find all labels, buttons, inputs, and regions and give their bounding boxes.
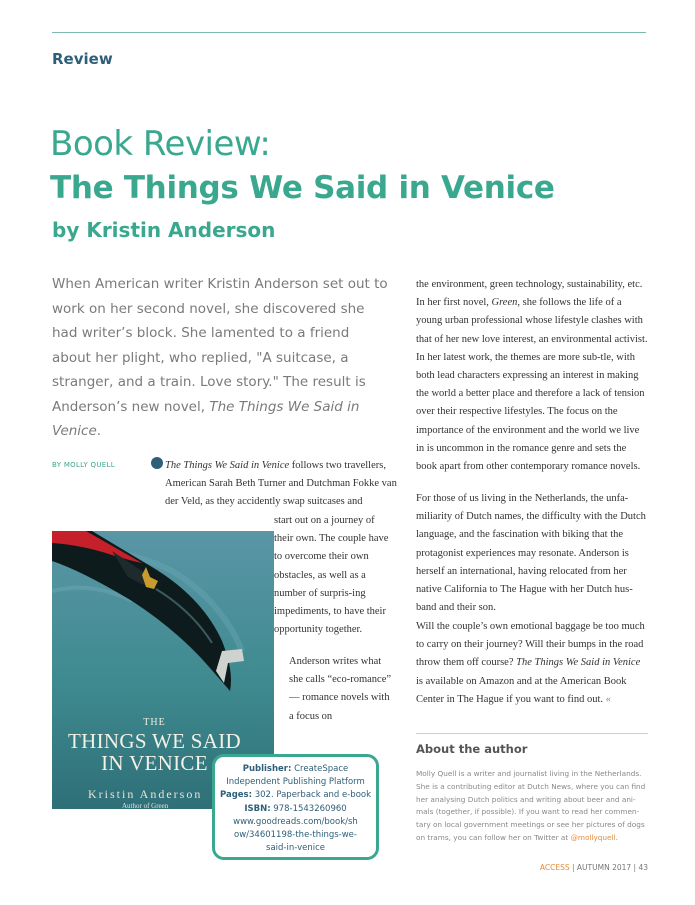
- cover-author: Kristin Anderson: [88, 787, 203, 801]
- goodreads-link[interactable]: www.goodreads.com/book/show/34601198-the-things-we-said-in-venice: [233, 816, 358, 854]
- body-paragraph-4: For those of us living in the Netherlands, the unfa-miliarity of Dutch names, the difficulty with the Dutch language, and the fascination with biking that the protagonist experiences may resonate. Anderson is herself an international, having relocated from her native California to The Hague with her Dutch hus-band and their son.: [416, 493, 646, 614]
- cover-title-prefix: THE: [143, 717, 166, 728]
- lede-paragraph: When American writer Kristin Anderson set out to work on her second novel, she discovered she had writer’s block. She lamented to a friend about her plight, who replied, "A suitcase, a stranger, and a train. Love story." The result is Anderson’s new novel, The Things We Said in Venice.: [52, 276, 388, 439]
- cover-title-line1: THINGS WE SAID: [68, 729, 241, 753]
- drop-bullet-icon: [151, 457, 163, 469]
- page-title-line1: Book Review:: [50, 124, 271, 164]
- page-footer: ACCESS | AUTUMN 2017 | 43: [539, 863, 648, 872]
- page-title-line2: The Things We Said in Venice: [50, 170, 555, 206]
- cover-subtitle: Author of Green: [122, 802, 169, 809]
- body-paragraph-5: Will the couple’s own emotional baggage be too much to carry on their journey? Will their bumps in the road throw them off course? The Things We Said in Venice is available on Amazon and at the American Book Center in The Hague if you want to find out. «: [416, 621, 645, 705]
- about-author-heading: About the author: [416, 742, 528, 756]
- end-mark: «: [605, 693, 611, 705]
- twitter-handle-link[interactable]: @mollyquell: [570, 832, 616, 842]
- body-paragraph-1-part-b: start out on a journey of their own. The couple have to overcome their own obstacles, as well as a number of surpris-ing impediments, to have their opportunity together.: [274, 515, 389, 636]
- lede-book-title: The Things We Said in Venice: [52, 398, 360, 439]
- cover-title-line2: IN VENICE: [101, 751, 208, 775]
- book-info-box: Publisher: CreateSpace Independent Publishing Platform Pages: 302. Paperback and e-book ISBN: 978-1543260960 www.goodreads.com/book/show/34601198-the-things-we-said-in-venice: [212, 754, 379, 860]
- body-paragraph-1-part-a: The Things We Said in Venice follows two travellers, American Sarah Beth Turner and Dutchman Fokke van der Veld, as they accidently swap suitcases and: [165, 457, 397, 512]
- body-paragraph-3: the environment, green technology, sustainability, etc. In her first novel, Green, she follows the life of a young urban professional whose lifestyle clashes with that of her new love interest, an environmental activist. In her latest work, the themes are more sub-tle, with both lead characters expressing an interest in making the world a better place and therefore a lack of tension over their respective lifestyles. The focus on the importance of the environment and the world we live in is uncommon in the romance genre and sets the book apart from other contemporary romance novels.: [416, 279, 648, 473]
- book-author-byline: by Kristin Anderson: [52, 218, 276, 242]
- about-author-text: Molly Quell is a writer and journalist living in the Netherlands. She is a contributing editor at Dutch News, where you can find her analysing Dutch politics and writing about beer and ani-mals (together, if possible). If you want to read her commen-tary on local government meetings or see her pictures of dogs on trams, you can follow her on Twitter at @mollyquell.: [416, 769, 646, 842]
- top-rule: [52, 32, 646, 33]
- section-label: Review: [52, 50, 113, 68]
- page-number: 43: [638, 863, 648, 872]
- article-author-tag: BY MOLLY QUELL: [52, 461, 115, 469]
- issue-label: AUTUMN 2017: [576, 863, 632, 872]
- magazine-name: ACCESS: [539, 863, 570, 872]
- about-divider: [416, 733, 648, 734]
- body-paragraph-2: Anderson writes what she calls “eco-romance” — romance novels with a focus on: [289, 656, 392, 722]
